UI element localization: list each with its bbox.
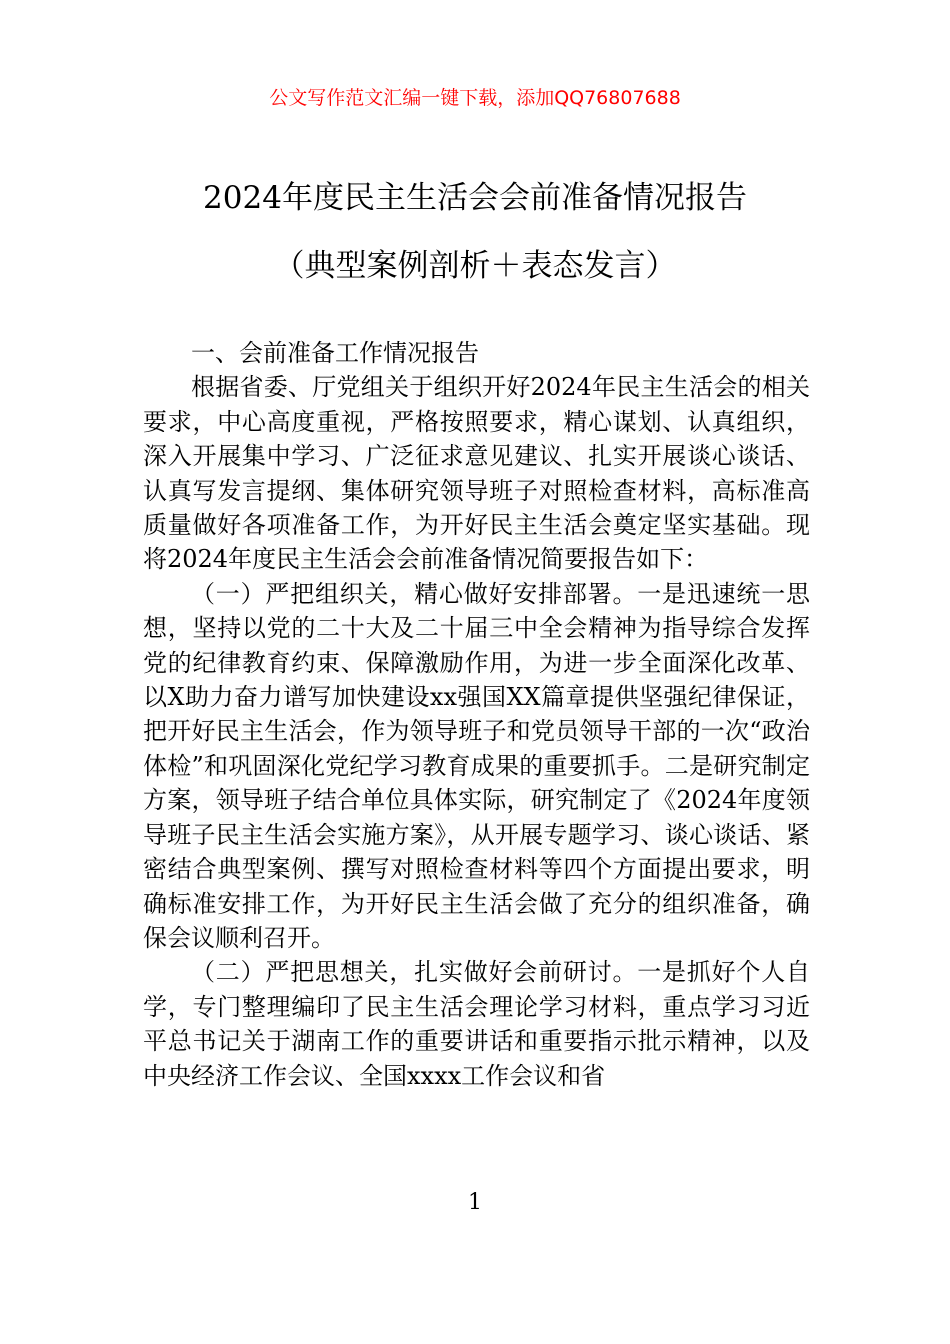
section-heading: 一、会前准备工作情况报告 [191, 339, 479, 367]
promo-header: 公文写作范文汇编一键下载，添加QQ76807688 [269, 87, 681, 109]
page-number: 1 [468, 1190, 482, 1215]
document-body [143, 336, 810, 1093]
document-title: 2024年度民主生活会会前准备情况报告 [203, 180, 747, 216]
document-subtitle: （典型案例剖析＋表态发言） [273, 248, 677, 284]
body-paragraph: 根据省委、厅党组关于组织开好2024年民主生活会的相关要求，中心高度重视，严格按照要求，精心谋划、认真组织，深入开展集中学习、广泛征求意见建议、扎实开展谈心谈话、认真写发言提纲、集体研究领导班子对照检查材料，高标准高质量做好各项准备工作，为开好民主生活会奠定坚实基础。现将2024年度民主生活会会前准备情况简要报告如下： [143, 373, 810, 574]
body-paragraph: （一）严把组织关，精心做好安排部署。一是迅速统一思想，坚持以党的二十大及二十届三中全会精神为指导综合发挥党的纪律教育约束、保障激励作用，为进一步全面深化改革、以X助力奋力谱写加快建设xx强国XX篇章提供坚强纪律保证，把开好民主生活会，作为领导班子和党员领导干部的一次“政治体检”和巩固深化党纪学习教育成果的重要抓手。二是研究制定方案，领导班子结合单位具体实际，研究制定了《2024年度领导班子民主生活会实施方案》，从开展专题学习、谈心谈话、紧密结合典型案例、撰写对照检查材料等四个方面提出要求，明确标准安排工作，为开好民主生活会做了充分的组织准备，确保会议顺利召开。 [143, 579, 810, 952]
body-paragraph: （二）严把思想关，扎实做好会前研讨。一是抓好个人自学，专门整理编印了民主生活会理论学习材料，重点学习习近平总书记关于湖南工作的重要讲话和重要指示批示精神，以及中央经济工作会议、全国xxxx工作会议和省 [143, 958, 810, 1090]
